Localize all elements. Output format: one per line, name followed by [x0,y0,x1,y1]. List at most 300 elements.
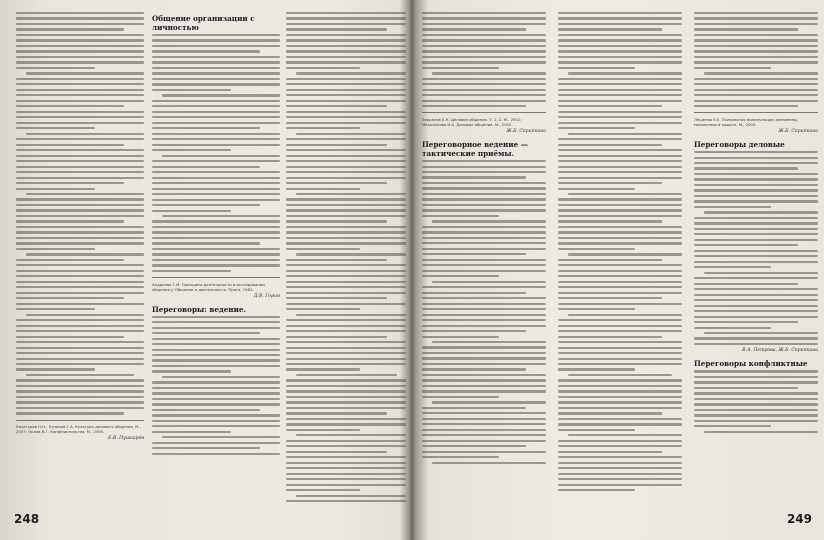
text-line [422,83,546,85]
text-line [152,414,280,416]
text-line [422,23,546,25]
text-line [16,177,144,179]
text-line [152,177,280,179]
text-line [286,166,406,168]
entry-heading: Общение организации с личностью [152,14,255,32]
text-line [558,215,682,217]
text-line [286,396,406,398]
text-line [286,177,406,179]
text-line [152,182,280,184]
text-line [152,210,231,212]
text-line [286,138,406,140]
text-line [422,308,546,310]
text-line [694,23,818,25]
text-line [16,286,144,288]
text-line [152,327,280,329]
text-line [558,451,662,453]
text-line [152,199,280,201]
paragraph [152,34,280,272]
text-line [152,116,280,118]
text-line [152,270,231,272]
text-line [422,423,546,425]
text-line [286,281,406,283]
left-column-3 [286,12,406,506]
text-line [152,226,280,228]
text-line [558,182,662,184]
text-line [286,440,406,442]
text-line [694,277,818,279]
text-line [152,431,231,433]
text-line [286,363,406,365]
paragraph [558,12,682,491]
text-line [558,204,682,206]
text-line [16,78,144,80]
text-line [286,160,406,162]
text-line [422,385,546,387]
paragraph [422,12,546,107]
text-line [422,264,546,266]
text-line [558,160,682,162]
text-line [422,166,546,168]
text-line [558,28,662,30]
text-line [558,83,682,85]
text-line [152,381,280,383]
text-line [16,160,144,162]
text-line [558,286,682,288]
text-line [16,116,144,118]
text-line [152,231,280,233]
text-line [152,83,280,85]
paragraph [694,12,818,107]
text-line [694,321,798,323]
text-line [558,401,682,403]
text-line [422,248,546,250]
text-line [422,45,546,47]
text-line [558,396,682,398]
text-line [286,385,406,387]
text-line [422,440,546,442]
text-line [286,297,387,299]
text-line [16,275,144,277]
text-line [286,336,387,338]
left-column-1 [16,12,144,447]
text-line [694,299,818,301]
text-line [422,418,546,420]
text-line [152,193,280,195]
text-line [286,275,406,277]
entry-heading: Переговоры: ведение. [152,304,246,314]
text-line [16,336,124,338]
text-line [432,341,546,343]
text-line [16,127,95,129]
text-line [422,379,546,381]
text-line [558,111,682,113]
text-line [286,259,387,261]
text-line [286,462,406,464]
text-line [558,220,662,222]
paragraph [16,12,144,415]
text-line [558,379,682,381]
right-column-2 [558,12,682,495]
text-line [694,83,818,85]
text-line [286,358,406,360]
text-line [422,445,526,447]
text-line [286,237,406,239]
text-line [694,39,818,41]
text-line [422,303,546,305]
text-line [16,34,144,36]
text-line [16,319,144,321]
text-line [286,215,406,217]
text-line [422,363,546,365]
text-line [152,56,280,58]
text-line [694,100,818,102]
paragraph [422,160,546,464]
text-line [152,204,260,206]
text-line [286,50,406,52]
text-line [558,336,662,338]
text-line [286,456,406,458]
text-line [16,67,95,69]
text-line [16,45,144,47]
text-line [152,171,280,173]
text-line [558,17,682,19]
text-line [558,418,682,420]
text-line [286,39,406,41]
text-line [162,376,280,378]
text-line [694,200,818,202]
text-line [558,429,635,431]
text-line [694,305,818,307]
right-column-3 [694,12,818,436]
text-line [422,242,546,244]
text-line [558,122,682,124]
text-line [152,316,280,318]
text-line [152,122,280,124]
text-line [558,385,682,387]
text-line [16,204,144,206]
text-line [558,155,682,157]
text-line [422,50,546,52]
text-line [16,358,144,360]
text-line [432,220,546,222]
author-signature: В.А. Петрова, Ж.Б. Скрипкина [742,348,818,354]
text-line [26,193,144,195]
text-line [558,319,682,321]
text-line [16,182,124,184]
text-line [16,12,144,14]
text-line [432,281,546,283]
text-line [422,12,546,14]
text-line [694,178,818,180]
text-line [286,303,406,305]
text-line [558,67,635,69]
text-line [422,78,546,80]
text-line [694,228,818,230]
text-line [422,368,526,370]
text-line [286,204,406,206]
text-line [152,89,231,91]
text-line [422,182,546,184]
text-line [422,270,546,272]
text-line [694,316,818,318]
text-line [16,89,144,91]
text-line [286,28,387,30]
text-line [558,138,682,140]
text-line [152,248,280,250]
author-signature: Ж.Б. Скрипкина [778,129,818,135]
text-line [694,222,818,224]
text-line [152,343,280,345]
text-line [16,407,144,409]
text-line [558,325,682,327]
entry-heading: Переговоры конфликтные [694,359,808,369]
text-line [694,217,818,219]
text-line [152,253,280,255]
text-line [162,215,280,217]
text-line [558,358,682,360]
text-line [558,303,682,305]
text-line [558,23,682,25]
text-line [152,425,280,427]
text-line [558,56,682,58]
text-line [694,12,818,14]
text-line [694,189,818,191]
text-line [558,352,682,354]
text-line [694,167,798,169]
text-line [694,157,818,159]
text-line [152,370,231,372]
text-line [558,473,682,475]
text-line [286,171,406,173]
text-line [162,155,280,157]
text-line [152,338,280,340]
text-line [16,363,144,365]
text-line [286,500,406,502]
text-line [286,23,406,25]
text-line [16,368,95,370]
text-line [16,264,144,266]
text-line [16,220,124,222]
text-line [694,370,818,372]
text-line [16,198,144,200]
text-line [422,187,546,189]
text-line [422,94,546,96]
text-line [422,346,546,348]
text-line [152,220,280,222]
text-line [152,359,280,361]
text-line [286,231,406,233]
text-line [422,215,499,217]
text-line [568,133,682,135]
right-page [412,0,824,540]
text-line [558,341,682,343]
author-signature: Д.В. Горин [253,293,280,299]
footnote: Андреева Г.М. Принципы деятельности в исследовании общения // Общение и деятельность. Прага, 1981. [152,281,265,292]
text-line [152,259,280,261]
text-line [286,155,406,157]
text-line [568,434,682,436]
text-line [694,327,771,329]
text-line [152,403,280,405]
text-line [152,409,260,411]
text-line [286,188,360,190]
text-line [152,39,280,41]
text-line [16,347,144,349]
text-line [422,325,546,327]
text-line [16,248,95,250]
text-line [694,288,818,290]
page-number: 248 [14,512,40,526]
text-line [286,220,387,222]
text-line [558,39,682,41]
text-line [286,341,406,343]
text-line [422,160,546,162]
text-line [558,478,682,480]
text-line [16,149,144,151]
text-line [704,72,818,74]
text-line [286,34,406,36]
text-line [694,310,818,312]
text-line [422,396,499,398]
text-line [558,445,682,447]
text-line [16,297,124,299]
text-line [16,83,144,85]
text-line [16,23,144,25]
text-line [558,61,682,63]
text-line [558,45,682,47]
text-line [296,314,406,316]
text-line [422,390,546,392]
text-line [296,133,406,135]
text-line [296,374,397,376]
text-line [286,423,406,425]
text-line [152,392,280,394]
text-line [704,332,818,334]
text-line [558,166,682,168]
text-line [694,376,818,378]
text-line [152,133,280,135]
text-line [422,456,499,458]
text-line [152,237,280,239]
text-line [558,489,635,491]
text-line [286,182,387,184]
text-line [286,292,406,294]
text-line [286,111,406,113]
divider [152,277,280,278]
text-line [558,440,682,442]
text-line [694,206,771,208]
text-line [16,188,95,190]
text-line [16,39,144,41]
text-line [152,127,260,129]
text-line [422,209,546,211]
text-line [286,122,406,124]
text-line [26,133,144,135]
text-line [152,72,280,74]
text-line [694,173,818,175]
text-line [152,50,260,52]
text-line [16,352,144,354]
text-line [422,56,546,58]
text-line [422,429,546,431]
footnote: Лещенко Е.Е. Психология манипуляции: феномены, механизмы и защита. М., 2000. [694,117,799,128]
text-line [694,244,798,246]
text-line [16,17,144,19]
text-line [694,151,818,153]
text-line [422,451,546,453]
text-line [422,39,546,41]
text-line [16,390,144,392]
text-line [152,264,280,266]
text-line [422,407,526,409]
text-line [286,264,406,266]
text-line [152,242,260,244]
text-line [152,105,280,107]
text-line [286,286,406,288]
divider [694,112,818,113]
text-line [558,308,635,310]
footnote: Хачатуров Н.Н., Пучиков Г.А. Культура делового общения. М., 2007; Орлов В.Г. Конфликтология. М., 2005. [16,424,141,435]
text-line [422,105,526,107]
text-line [16,237,144,239]
text-line [694,45,818,47]
text-line [152,166,260,168]
divider [16,420,144,421]
text-line [16,330,144,332]
author-signature: Ж.Б. Скрипкина [506,129,546,135]
text-line [694,239,818,241]
text-line [422,319,546,321]
paragraph [152,316,280,455]
text-line [694,337,818,339]
text-line [422,259,546,261]
text-line [26,374,134,376]
text-line [16,61,144,63]
text-line [286,325,406,327]
text-line [16,28,124,30]
text-line [704,272,818,274]
text-line [558,330,682,332]
text-line [422,297,546,299]
text-line [558,78,682,80]
text-line [286,198,406,200]
text-line [422,226,546,228]
text-line [286,429,360,431]
text-line [558,94,682,96]
text-line [16,242,144,244]
text-line [16,138,144,140]
text-line [152,45,280,47]
text-line [558,188,635,190]
text-line [16,231,144,233]
divider [422,112,546,113]
text-line [152,61,280,63]
text-line [694,162,818,164]
text-line [286,451,387,453]
text-line [432,72,546,74]
left-column-2 [152,12,280,458]
paragraph [694,370,818,433]
text-line [162,94,280,96]
text-line [694,255,818,257]
text-line [152,188,280,190]
text-line [558,275,682,277]
text-line [16,325,144,327]
text-line [422,253,526,255]
text-line [286,100,406,102]
text-line [558,34,682,36]
